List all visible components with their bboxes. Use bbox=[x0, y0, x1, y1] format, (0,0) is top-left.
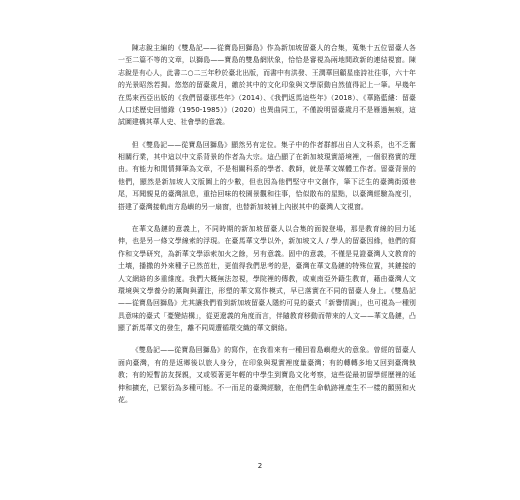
paragraph-4: 《雙島記——從寶島回獅島》的寫作，在我看來有一種回看島嶼燈火的意象。曾經的留臺人面向臺灣，有的是返鄉後以旅人身分，在印象與現實裡度量臺灣；有的轉轉多地又回到臺灣執教；有的短暫訪友探親，又或領著更年輕的中學生到寶島文化考察，這些從最初留學經歷裡的延伸和擴充，已繁衍為多種可能。不一而足的臺灣經驗，在他們生命軌跡裡產生不一樣的顫照和火花。 bbox=[118, 346, 416, 404]
paragraph-3: 在華文島鏈的意義上，不同時期的新加坡留臺人以合集的面貌登場，那是教育線的回力延伸，也是另一條文學線索的浮現。在臺馬華文學以外，新加坡文人 / 學人的留臺因緣，他們的寫作和文學研究，為新華文學添索加火之餘，另有意義。固中的意義，不僅是見證臺灣人文教育的土壤，播撒的外來種子已然茁壯，更值得我們思考的是，臺灣在華文島鏈的特殊位置，其鏈接的人文網絡的多重維度。我們大概無法忽視，學院裡的傳教，或東南亞外籍生教育，藉由臺灣人文環境與文學養分的薰陶與灌注，形塑的華文寫作模式，早已落實在不同的留臺人身上。《雙島記——從寶島回獅島》尤其讓我們看到新加坡留臺人隱約可見的臺式「新譽情調」，也可視為一種別具意味的臺式「憂變結構」，從更遼義的角度而言，伴隨教育移動而帶來的人文——華文島鏈，凸顯了新馬華文的發生，離不同周遭循環交織的華文網絡。 bbox=[118, 224, 416, 333]
paragraph-2: 但《雙島記——從寶島回獅島》顯然另有定位。集子中的作者群都出自人文科系，也不乏奮相關行業，其中這以中文系背景的作者為大宗。這凸顯了在新加坡現實語境裡，一個很務實的理由。有能力和閒情揮筆為文章，不是相關科系的學者、教師，就是華文媒體工作者。留臺背景的他們，顯然是新加坡人文版圖上的少數，但也因為他們堅守中文創作，筆下泛生的臺灣街頭巷尾，耳聞親見的臺灣訊息，重拾回味的校園景觀和往事，恰似散布的星點，以臺灣經驗為度引，搭建了臺灣接軌南方島嶼的另一扇窗，也替新加坡補上內嵌其中的臺灣人文視窗。 bbox=[118, 140, 416, 211]
paragraph-1: 陳志銳主編的《雙島記——從寶島回獅島》作為新加坡留臺人的合集，蒐集十五位留臺人各一至二篇不等的文章，以獅島——寶島的雙島網狀象，恰恰是審視為兩地間政新的連結視窗。陳志銳是有心人，此書二○二三年秒於臺北出版，而書中有洪發、王潤華回顧星座詩社往事，六十年的光景昭然若揭。悠悠的留臺歲月，繳於其中的文化印象與文學原動自然值得記上一筆。早幾年在馬來西亞出版的《我們留臺那些年》（2014）、《我們返馬這些年》（2018）、《華路藍縷：留臺人口述歷史回憶錄（1950-1985）》（2020）也異曲同工，不僅說明留臺歲月不是雁過無痕，這試圖建構其華人史、社會學的意義。 bbox=[118, 44, 416, 127]
page-number: 2 bbox=[257, 462, 263, 470]
document-body bbox=[118, 42, 416, 416]
